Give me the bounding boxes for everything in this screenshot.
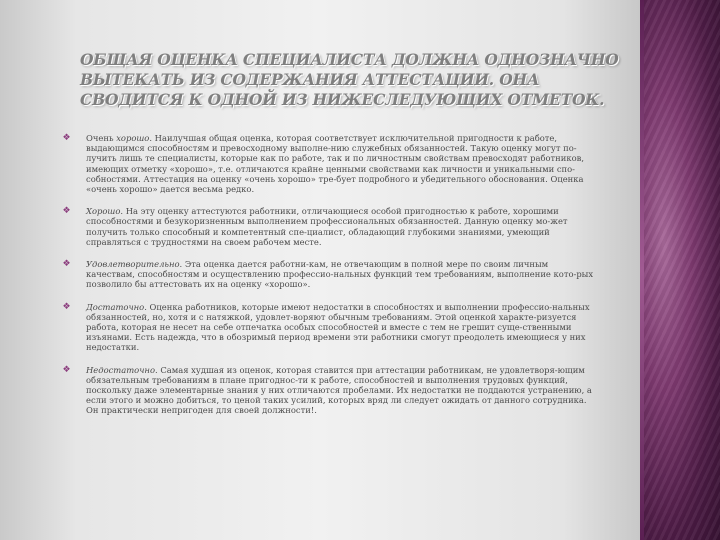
list-item	[62, 206, 597, 247]
decorative-side-band	[640, 0, 720, 540]
list-item	[62, 365, 597, 416]
item-term: хорошо.	[116, 133, 152, 143]
ornament-bullet-icon: ❖	[62, 133, 71, 143]
item-term: Недостаточно.	[86, 364, 158, 375]
ornament-bullet-icon: ❖	[62, 364, 71, 375]
ornament-bullet-icon: ❖	[62, 206, 71, 217]
item-text: Эта оценка дается работни-кам, не отвечающим в полной мере по своим личным качествам, способностям и осуществлению профессио-нальных функций тем требованиям, выполнение кото-рых позволило бы аттестовать их на оценку «хорошо».	[86, 259, 594, 290]
item-lead: Очень	[86, 133, 114, 143]
grade-list	[62, 133, 597, 428]
item-text: Наилучшая общая оценка, которая соответствует исключительной пригодности к работе, выдающимся способностям и превосходному выполне-нию служебных обязанностей. Такую оценку могут по-лучить лишь те специалисты, которые как по работе, так и по личностным свойствам превосходят работников, имеющих отметку «хорошо», т.е. отличаются крайне ценными свойствами как личности и уникальными спо-собностями. Аттестация на оценку «очень хорошо» тре-бует подробного и убедительного обоснования. Оценка «очень хорошо» дается весьма редко.	[86, 133, 584, 195]
list-item	[62, 302, 597, 353]
item-term: Достаточно.	[86, 301, 147, 312]
list-item	[62, 133, 597, 194]
list-item	[62, 259, 597, 290]
ornament-bullet-icon: ❖	[62, 259, 71, 270]
item-term: Хорошо.	[86, 206, 124, 217]
item-text: Оценка работников, которые имеют недостатки в способностях и выполнении профессио-нальных обязанностей, но, хотя и с натяжкой, удовлет-воряют обычным требованиям. Этой оценкой характе-ризуется работа, которая не несет на себе отпечатка особых способностей и вместе с тем не грешит суще-ственными изъянами. Есть надежда, что в обозримый период времени эти работники смогут преодолеть имеющиеся у них недостатки.	[86, 301, 590, 353]
item-text: На эту оценку аттестуются работники, отличающиеся особой пригодностью к работе, хорошими способностями и безукоризненным выполнением профессиональных обязанностей. Данную оценку мо-жет получить только способный и компетентный спе-циалист, обладающий глубокими знаниями, умеющий справляться с трудностями на своем рабочем месте.	[86, 206, 568, 247]
ornament-bullet-icon: ❖	[62, 301, 71, 312]
item-text: Самая худшая из оценок, которая ставится при аттестации работникам, не удовлетворя-ющим обязательным требованиям в плане пригоднос-ти к работе, способностей и выполнения трудовых функций, поскольку даже элементарные знания у них отличаются пробелами. Их недостатки не поддаются устранению, а если этого и можно добиться, то ценой таких усилий, которых вряд ли следует ожидать от данного сотрудника. Он практически непригоден для своей должности!.	[86, 364, 592, 416]
slide-title: ОБЩАЯ ОЦЕНКА СПЕЦИАЛИСТА ДОЛЖНА ОДНОЗНАЧНО ВЫТЕКАТЬ ИЗ СОДЕРЖАНИЯ АТТЕСТАЦИИ. ОНА СВОДИТСЯ К ОДНОЙ ИЗ НИЖЕСЛЕДУЮЩИХ ОТМЕТОК.	[80, 50, 619, 109]
item-term: Удовлетворительно.	[86, 259, 183, 270]
